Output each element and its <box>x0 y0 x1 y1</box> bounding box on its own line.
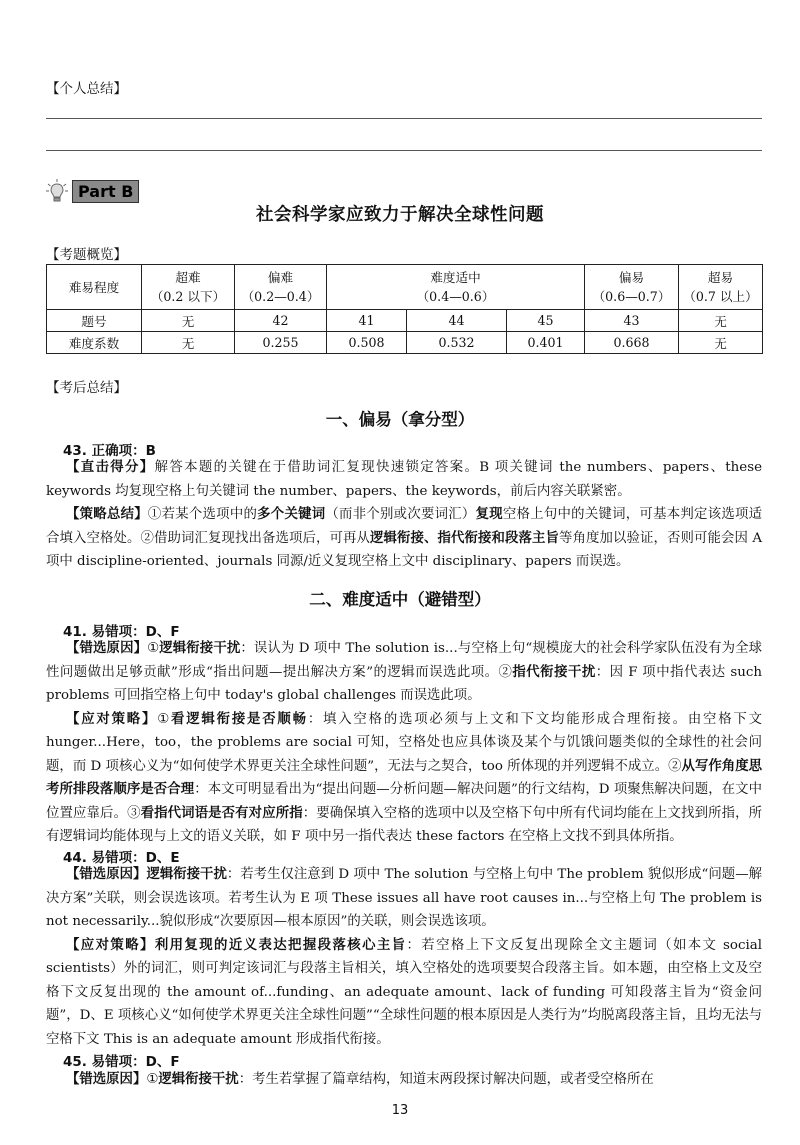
row-header: 题号 <box>47 310 142 332</box>
paragraph: 【错选原因】①逻辑衔接干扰：误认为 D 项中 The solution is...与空格上句“规模庞大的社会科学家队伍没有为全球性问题做出足够贡献”形成“指出问题—提出解决方案”的逻辑而误选此项。②指代衔接干扰：因 F 项中指代表达 such problems 可回指空格上句中 today's global challenges 而误选此项。 【应对策略】①看逻辑衔接是否顺畅：填入空格的选项必须与上文和下文均能形成合理衔接。由空格下文 hunger...Here，too，the problems are social 可知，空格处也应具体谈及某个与饥饿问题类似的全球性的社会问题，而 D 项核心义为“如何使学术界更关注全球性问题”，无法与之契合，too 所体现的并列逻辑不成立。②从写作角度思考所排段落顺序是否合理：本文可明显看出为“提出问题—分析问题—解决问题”的行文结构，D 项聚焦解决问题，在文中位置应靠后。③看指代词语是否有对应所指：要确保填入空格的选项中以及空格下句中所有代词均能在上文找到所指，所有逻辑词均能体现与上文的语义关联，如 F 项中另一指代表达 these factors 在空格上文找不到具体所指。 <box>46 641 763 844</box>
table-cell: 无 <box>142 310 235 332</box>
question-item: 41. 易错项：D、F <box>63 624 180 640</box>
table-cell: 44 <box>407 310 507 332</box>
question-item: 43. 正确项：B <box>63 443 156 459</box>
row-header: 难度系数 <box>47 332 142 354</box>
table-cell: 偏难 （0.2—0.4） <box>235 265 327 310</box>
table-cell: 41 <box>327 310 407 332</box>
overview-label: 【考题概览】 <box>46 247 127 263</box>
table-cell: 0.532 <box>407 332 507 354</box>
difficulty-table <box>46 264 763 354</box>
post-exam-label: 【考后总结】 <box>46 380 127 396</box>
table-cell: 0.255 <box>235 332 327 354</box>
paragraph: 【直击得分】解答本题的关键在于借助词汇复现快速锁定答案。B 项关键词 the numbers、papers、these keywords 均复现空格上句关键词 the number、papers、the keywords，前后内容关联紧密。 【策略总结】①若某个选项中的多个关键词（而非个别或次要词汇）复现空格上句中的关键词，可基本判定该选项适合填入空格处。②借助词汇复现找出备选项后，可再从逻辑衔接、指代衔接和段落主旨等角度加以验证，否则可能会因 A 项中 discipline-oriented、journals 同源/近义复现空格上文中 disciplinary、papers 而误选。 <box>46 460 763 569</box>
question-item: 44. 易错项：D、E <box>63 850 180 866</box>
table-cell: 0.508 <box>327 332 407 354</box>
table-cell: 45 <box>507 310 585 332</box>
table-cell: 42 <box>235 310 327 332</box>
table-cell: 超易 （0.7 以上） <box>679 265 763 310</box>
row-header: 难易程度 <box>47 265 142 310</box>
page-number: 13 <box>391 1103 409 1118</box>
paragraph: 【错选原因】逻辑衔接干扰：若考生仅注意到 D 项中 The solution 与空格上句中 The problem 貌似形成“问题—解决方案”关联，则会误选该项。若考生认为 E 项 These issues all have root causes in...与空格上句 The problem is not necessarily...貌似形成“次要原因—根本原因”的关联，则会误选该项。 【应对策略】利用复现的近义表达把握段落核心主旨：若空格上下文反复出现除全文主题词（如本文 social scientists）外的词汇，则可判定该词汇与段落主旨相关，填入空格处的选项要契合段落主旨。如本题，由空格上文及空格下文反复出现的 the amount of...funding、an adequate amount、lack of funding 可知段落主旨为“资金问题”，D、E 项核心义“如何使学术界更关注全球性问题”“全球性问题的根本原因是人类行为”均脱离段落主旨，且均无法与空格下文 This is an adequate amount 形成指代衔接。 <box>46 867 763 1047</box>
table-cell: 无 <box>679 310 763 332</box>
section-heading: 二、难度适中（避错型） <box>309 590 491 609</box>
table-cell: 超难 （0.2 以下） <box>142 265 235 310</box>
table-cell: 0.668 <box>585 332 679 354</box>
table-cell: 0.401 <box>507 332 585 354</box>
writing-line <box>46 150 762 151</box>
part-b-label: Part B <box>72 180 139 203</box>
page-title: 社会科学家应致力于解决全球性问题 <box>256 205 544 225</box>
table-cell: 无 <box>142 332 235 354</box>
table-cell: 43 <box>585 310 679 332</box>
table-cell: 难度适中 （0.4—0.6） <box>327 265 585 310</box>
personal-summary-label: 【个人总结】 <box>46 81 127 97</box>
table-cell: 偏易 （0.6—0.7） <box>585 265 679 310</box>
paragraph: 【错选原因】①逻辑衔接干扰：考生若掌握了篇章结构，知道末两段探讨解决问题，或者受空格所在 <box>66 1072 654 1087</box>
question-item: 45. 易错项：D、F <box>63 1054 180 1070</box>
table-cell: 无 <box>679 332 763 354</box>
writing-line <box>46 118 762 119</box>
section-heading: 一、偏易（拿分型） <box>325 410 475 429</box>
